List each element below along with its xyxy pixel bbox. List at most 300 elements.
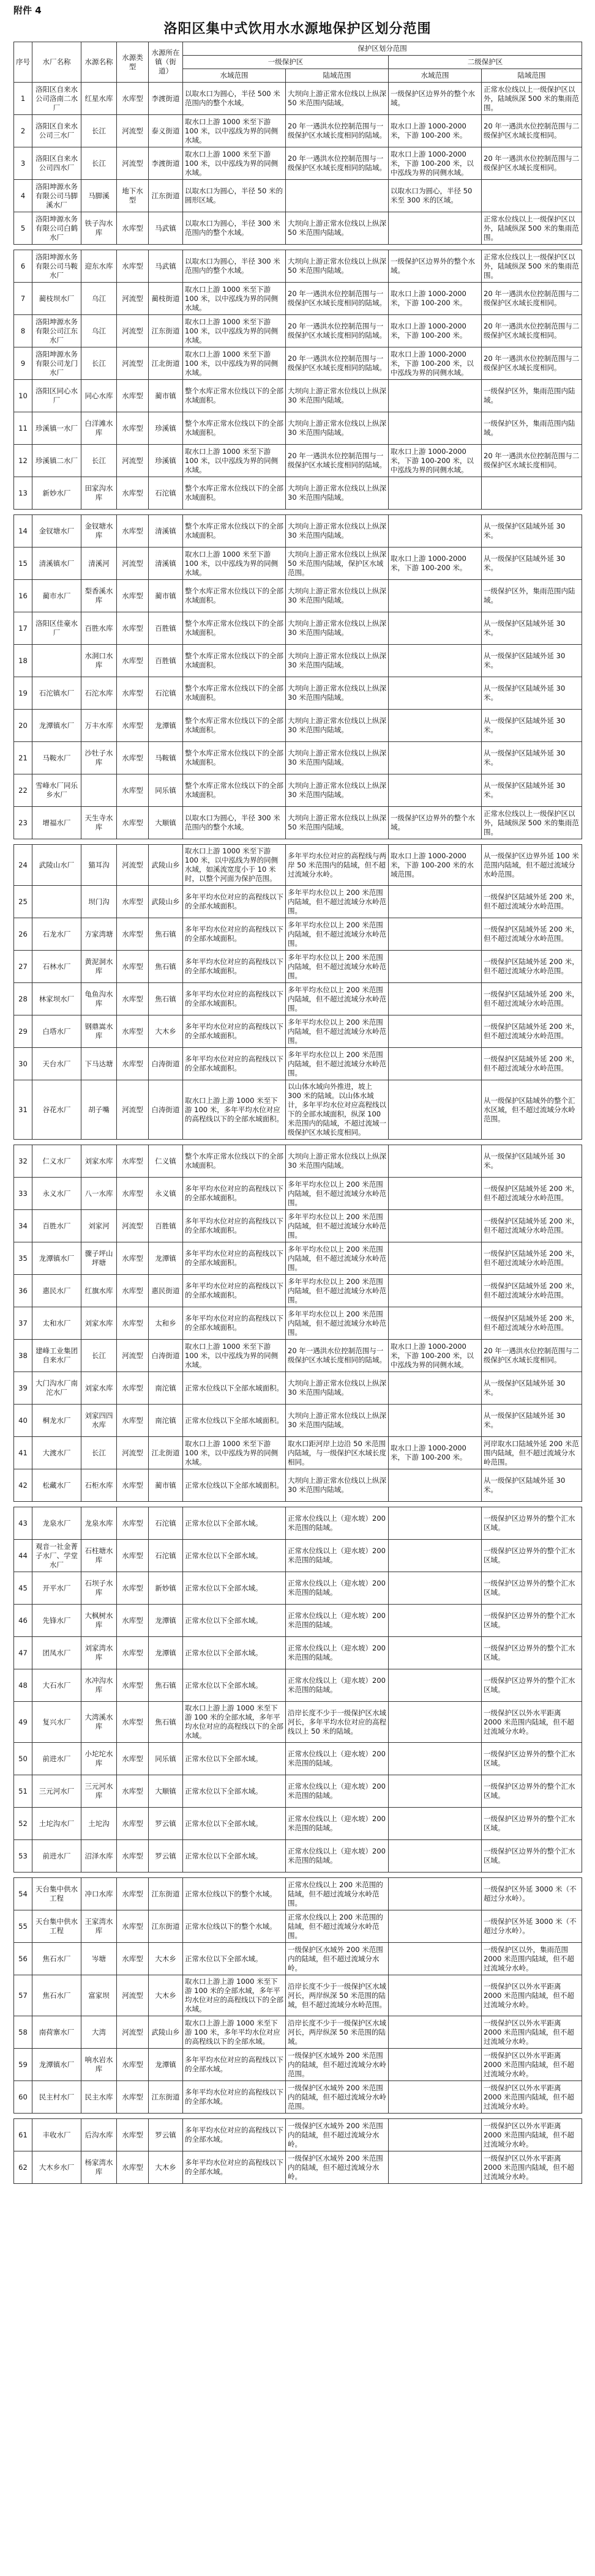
cell-level2-water: 取水口上游 1000-2000 米，下游 100-200 米，以中泓线为界的同侧水域。 [389,445,482,477]
cell-location: 白涛街道 [149,1080,183,1140]
cell-level2-land: 从一级保护区陆域外延 30 米。 [482,515,582,547]
cell-seq: 22 [14,774,32,807]
table-row [14,774,582,807]
cell-level2-water [389,1605,482,1637]
table-row [14,918,582,951]
cell-level2-land: 一级保护区陆域外延 200 米，但不超过流域分水岭范围。 [482,1242,582,1275]
table-row [14,645,582,677]
cell-source-name: 长江 [81,1340,117,1372]
cell-plant: 石龙水厂 [32,918,81,951]
cell-location: 石沱镇 [149,677,183,710]
cell-plant: 洛阳坤源水务有限公司龙门水厂 [32,347,81,380]
cell-source-type: 河流型 [117,115,149,147]
cell-source-type: 河流型 [117,1437,149,1469]
cell-level2-land: 20 年一遇洪水位控制范围与二级保护区水域长度相同。 [482,315,582,347]
table-row [14,1975,582,2016]
cell-source-name: 白洋滩水库 [81,412,117,445]
cell-source-type: 水库型 [117,1405,149,1437]
cell-plant: 增福水厂 [32,807,81,839]
cell-location: 龙潭镇 [149,1605,183,1637]
cell-level1-land: 大坝向上游正常水位线以上纵深 30 米范围内陆域。 [286,1372,389,1405]
cell-level2-water [389,1702,482,1743]
cell-level2-water: 以取水口为圆心，半径 50 米至 300 米的区域。 [389,180,482,212]
cell-level2-land: 20 年一遇洪水位控制范围与二级保护区水域长度相同。 [482,147,582,180]
table-row [14,1943,582,1975]
cell-level2-water [389,1775,482,1808]
cell-level2-water [389,1637,482,1669]
cell-level2-land: 一级保护区陆域外延 200 米，但不超过流域分水岭范围。 [482,983,582,1015]
cell-source-type: 河流型 [117,1080,149,1140]
table-row [14,1405,582,1437]
cell-level2-land: 20 年一遇洪水位控制范围与二级保护区水域长度相同。 [482,445,582,477]
page-title: 洛阳区集中式饮用水水源地保护区划分范围 [163,21,432,37]
cell-level2-water [389,2049,482,2081]
cell-source-name [81,774,117,807]
cell-location: 焦石镇 [149,1702,183,1743]
header-level2-land: 陆域范围 [482,69,582,83]
cell-level2-water [389,1015,482,1048]
cell-source-type: 水库型 [117,1572,149,1605]
cell-level1-water: 取水口上游 1000 米至下游 100 米，以中泓线为界的同侧水域。 [183,1340,286,1372]
cell-level2-land: 从一级保护区陆域外延 30 米。 [482,1469,582,1502]
table-row [14,983,582,1015]
cell-location: 江东街道 [149,2081,183,2114]
cell-level1-water: 多年平均水位对应的高程线以下的全部水域面积。 [183,983,286,1015]
cell-level1-land: 一级保护区水域外 200 米范围内的陆域，但不超过流域分水岭。 [286,2151,389,2184]
cell-seq: 39 [14,1372,32,1405]
cell-source-name: 民主水库 [81,2081,117,2114]
cell-seq: 37 [14,1307,32,1340]
table-row [14,1507,582,1540]
cell-level2-water [389,412,482,445]
table-row [14,1702,582,1743]
cell-source-name: 胡子嘴 [81,1080,117,1140]
cell-source-name: 八一水库 [81,1178,117,1210]
cell-source-type: 水库型 [117,250,149,283]
cell-source-type: 水库型 [117,1669,149,1702]
cell-plant: 洛阳区自来水公司四水厂 [32,147,81,180]
cell-plant: 焦石水厂 [32,1943,81,1975]
cell-plant: 土坨沟水厂 [32,1808,81,1840]
cell-level1-land: 多年平均水位对应的高程线与两岸 50 米范围内的陆域，但不超过流域分水岭。 [286,845,389,886]
cell-location: 蔺市镇 [149,380,183,412]
cell-level2-land: 一级保护区外，集雨范围内陆域。 [482,380,582,412]
table-row [14,1275,582,1307]
cell-level1-water: 多年平均水位对应的高程线以下的全部水域面积。 [183,886,286,918]
cell-location: 龙潭镇 [149,1242,183,1275]
cell-source-name: 刘家水库 [81,1372,117,1405]
cell-source-type: 水库型 [117,886,149,918]
cell-source-name: 富家坝 [81,1975,117,2016]
cell-level1-land: 一级保护区水域外 200 米范围内的陆域，但不超过流域分水岭。 [286,1943,389,1975]
cell-seq: 9 [14,347,32,380]
cell-plant: 洛阳坤源水务有限公司江东水厂 [32,315,81,347]
cell-level1-water: 整个水库正常水位线以下的全部水域面积。 [183,612,286,645]
cell-level2-land: 河岸取水口陆域外延 200 米范围内陆域，但不超过流域分水岭范围。 [482,1437,582,1469]
cell-plant: 雪峰水厂同乐乡水厂 [32,774,81,807]
header-level1-land: 陆域范围 [286,69,389,83]
cell-plant [32,886,81,918]
cell-level1-land: 大坝向上游正常水位线以上纵深 30 米范围内陆域。 [286,515,389,547]
cell-level2-land: 一级保护区边界外的整个汇水区域。 [482,1572,582,1605]
cell-level2-water [389,1178,482,1210]
cell-seq: 6 [14,250,32,283]
cell-seq: 34 [14,1210,32,1242]
cell-level1-water: 正常水位以下全部水域。 [183,1943,286,1975]
cell-source-type: 水库型 [117,1275,149,1307]
cell-level1-water: 整个水库正常水位线以下的全部水域面积。 [183,515,286,547]
cell-level2-land: 一级保护区边界外的整个汇水区域。 [482,1840,582,1873]
cell-level2-land: 从一级保护区陆域外延 30 米。 [482,677,582,710]
cell-source-type: 水库型 [117,2049,149,2081]
cell-seq: 57 [14,1975,32,2016]
cell-source-type: 河流型 [117,283,149,315]
cell-level2-water: 取水口上游 1000-2000 米，下游 100-200 米。 [389,547,482,580]
cell-source-name: 方家湾塘 [81,918,117,951]
cell-plant: 新妙水厂 [32,477,81,510]
cell-level1-land: 20 年一遇洪水位控制范围与一级保护区水域长度相同的陆域。 [286,147,389,180]
cell-seq: 40 [14,1405,32,1437]
cell-location: 江北街道 [149,1437,183,1469]
table-row [14,1808,582,1840]
section-break-cell [14,1140,582,1145]
cell-level2-water [389,1048,482,1080]
cell-level2-land: 正常水位线以上一级保护区以外，陆域纵深 500 米的集雨范围。 [482,83,582,115]
cell-source-type: 水库型 [117,1015,149,1048]
cell-seq: 12 [14,445,32,477]
cell-level1-water: 取水口上游 1000 米至下游 100 米，以中泓线为界的同侧水域。 [183,315,286,347]
table-row [14,115,582,147]
cell-plant: 洛阳区自来水公司洛南二水厂 [32,83,81,115]
cell-source-type: 河流型 [117,445,149,477]
cell-source-type: 水库型 [117,477,149,510]
cell-source-type: 水库型 [117,1307,149,1340]
cell-seq: 45 [14,1572,32,1605]
cell-plant: 珍溪镇二水厂 [32,445,81,477]
cell-level1-water: 以取水口为圆心，半径 500 米范围内的整个水域。 [183,83,286,115]
table-row [14,2081,582,2114]
cell-level1-land: 大坝向上游正常水位线以上纵深 30 米范围内陆域。 [286,645,389,677]
cell-level1-land: 大坝向上游正常水位线以上纵深 30 米范围内陆域。 [286,412,389,445]
table-row [14,1669,582,1702]
cell-plant: 大木乡水厂 [32,2151,81,2184]
cell-seq: 51 [14,1775,32,1808]
cell-source-type: 河流型 [117,1975,149,2016]
cell-location: 焦石镇 [149,918,183,951]
cell-location: 石沱镇 [149,1540,183,1572]
header-protect-range: 保护区划分范围 [183,42,582,56]
cell-plant: 先锋水厂 [32,1605,81,1637]
cell-level2-water: 取水口上游 1000-2000 米，下游 100-200 米，以中泓线为界的同侧水域。 [389,1340,482,1372]
cell-source-type: 水库型 [117,1743,149,1775]
cell-plant: 观音一社金菁子水厂、学堂水厂 [32,1540,81,1572]
cell-source-type: 水库型 [117,580,149,612]
cell-level1-water: 取水口上游 1000 米至下游 100 米，以中泓线为界的同侧水域。 [183,1437,286,1469]
cell-seq: 60 [14,2081,32,2114]
cell-seq: 4 [14,180,32,212]
cell-level1-land: 多年平均水位以上 200 米范围内陆域，但不超过流域分水岭范围。 [286,1275,389,1307]
cell-source-name: 沼泽水库 [81,1840,117,1873]
cell-level1-water: 取水口上游 1000 米至下游 100 米，以中泓线为界的同侧水域。 [183,445,286,477]
cell-seq: 35 [14,1242,32,1275]
table-row [14,445,582,477]
cell-level2-land: 从一级保护区边界外延 100 米范围内陆域，但不超过流域分水岭范围。 [482,845,582,886]
cell-level2-water [389,1210,482,1242]
cell-plant: 大门沟水厂南沱水厂 [32,1372,81,1405]
cell-level2-water: 一级保护区边界外的整个水域。 [389,807,482,839]
cell-level1-land: 大坝向上游正常水位线以上纵深 50 米范围内陆域，保护区水域范围。 [286,547,389,580]
cell-seq: 61 [14,2119,32,2151]
cell-plant: 马鞍水厂 [32,742,81,774]
table-row [14,1910,582,1943]
cell-seq: 38 [14,1340,32,1372]
cell-plant: 建峰工业集团自来水厂 [32,1340,81,1372]
cell-source-type: 水库型 [117,2151,149,2184]
cell-source-name: 刘家湾水库 [81,1637,117,1669]
cell-level1-land: 多年平均水位以上 200 米范围内陆域，但不超过流域分水岭范围。 [286,886,389,918]
table-row [14,742,582,774]
cell-seq: 13 [14,477,32,510]
cell-level1-water: 正常水位以下全部水域。 [183,1808,286,1840]
cell-source-name: 大湾溪水库 [81,1702,117,1743]
cell-source-name: 石柜水库 [81,1469,117,1502]
cell-source-type: 水库型 [117,1507,149,1540]
cell-source-name: 刘家河 [81,1210,117,1242]
cell-level2-water: 取水口上游 1000-2000 米，下游 100-200 米。 [389,315,482,347]
cell-level1-water: 多年平均水位对应的高程线以下的全部水域。 [183,2049,286,2081]
cell-level1-water: 整个水库正常水位线以下的全部水域面积。 [183,477,286,510]
cell-level2-land: 一级保护区陆域外延 200 米，但不超过流域分水岭范围。 [482,1307,582,1340]
cell-level2-land: 一级保护区陆域外延 200 米，但不超过流域分水岭范围。 [482,886,582,918]
cell-source-type: 水库型 [117,1637,149,1669]
cell-seq: 16 [14,580,32,612]
cell-plant: 太和水厂 [32,1307,81,1340]
cell-location: 蔺市镇 [149,580,183,612]
cell-level1-water: 整个水库正常水位线以下的全部水域面积。 [183,774,286,807]
header-source-name: 水源名称 [81,42,117,83]
cell-level1-land: 正常水位线以上（迎水坡）200 米范围的陆域。 [286,1840,389,1873]
cell-level2-land: 从一级保护区陆域外延 30 米。 [482,1145,582,1178]
cell-seq: 36 [14,1275,32,1307]
cell-plant: 天台水厂 [32,1048,81,1080]
cell-location: 龙潭镇 [149,1637,183,1669]
cell-level2-water [389,1080,482,1140]
cell-plant: 天台集中供水工程 [32,1878,81,1910]
cell-location: 白涛街道 [149,1340,183,1372]
cell-plant: 龙潭镇水厂 [32,1242,81,1275]
cell-source-name: 坝门沟 [81,886,117,918]
cell-location: 武陵山乡 [149,886,183,918]
cell-seq: 32 [14,1145,32,1178]
cell-source-type: 水库型 [117,983,149,1015]
cell-plant: 蔺市水厂 [32,580,81,612]
cell-level2-water [389,380,482,412]
cell-location: 武陵山乡 [149,2016,183,2049]
cell-source-name: 响水岩水库 [81,2049,117,2081]
cell-level1-land: 多年平均水位以上 200 米范围内陆域，但不超过流域分水岭范围。 [286,1210,389,1242]
cell-level1-land: 多年平均水位以上 200 米范围内陆域，但不超过流域分水岭范围。 [286,1307,389,1340]
cell-location: 江东街道 [149,1878,183,1910]
cell-seq: 15 [14,547,32,580]
cell-source-type: 水库型 [117,380,149,412]
table-row [14,2151,582,2184]
cell-level1-water: 取水口上游上游 1000 米至下游 100 米的全部水域，多年平均水位对应的高程线以下的全部水域。 [183,1975,286,2016]
cell-source-name: 百胜水库 [81,612,117,645]
cell-plant: 龙潭镇水厂 [32,710,81,742]
cell-level2-land: 一级保护区以外水平距离 2000 米范围内陆域，但不超过流域分水岭。 [482,2049,582,2081]
table-row [14,1540,582,1572]
table-row [14,250,582,283]
table-section-break [14,510,582,515]
table-row [14,2016,582,2049]
cell-source-type: 水库型 [117,1775,149,1808]
cell-level1-land: 取水口距河岸上边沿 50 米范围内陆域，与一级保护区水域长度相同。 [286,1437,389,1469]
cell-source-name: 清溪河 [81,547,117,580]
section-break-cell [14,839,582,845]
cell-level2-water [389,1808,482,1840]
cell-source-name: 红星水库 [81,83,117,115]
cell-location: 李渡街道 [149,147,183,180]
cell-level2-water [389,1540,482,1572]
cell-level1-water: 取水口上游 1000 米至下游 100 米，以中泓线为界的同侧水域。 [183,147,286,180]
cell-level1-water: 正常水位线以下全部水域面积。 [183,1469,286,1502]
cell-seq: 52 [14,1808,32,1840]
cell-location: 新妙镇 [149,1572,183,1605]
cell-level1-water: 多年平均水位对应的高程线以下的全部水域面积。 [183,1307,286,1340]
cell-plant: 桐龙水厂 [32,1405,81,1437]
table-row [14,147,582,180]
table-row [14,315,582,347]
cell-source-name: 骤子坪山坪塘 [81,1242,117,1275]
cell-source-name: 龟鱼沟水库 [81,983,117,1015]
cell-seq: 19 [14,677,32,710]
table-section-break [14,839,582,845]
cell-level2-water [389,1669,482,1702]
table-row [14,1469,582,1502]
cell-source-name: 铁子沟水库 [81,212,117,245]
table-row [14,412,582,445]
cell-level1-land: 20 年一遇洪水位控制范围与一级保护区水域长度相同的陆域。 [286,283,389,315]
cell-level2-water: 取水口上游 1000-2000 米，下游 100-200 米，以中泓线为界的同侧水域。 [389,147,482,180]
cell-level1-water: 多年平均水位对应的高程线以下的全部水域。 [183,2081,286,2114]
cell-plant: 团凤水厂 [32,1637,81,1669]
cell-seq: 56 [14,1943,32,1975]
cell-level1-water: 取水口上游 1000 米至下游 100 米，以中泓线为界的同侧水域。 [183,283,286,315]
cell-seq: 25 [14,886,32,918]
cell-level2-land: 一级保护区边界外的整个汇水区域。 [482,1775,582,1808]
cell-source-name: 马脚溪 [81,180,117,212]
cell-level1-water: 正常水位以下全部水域。 [183,1840,286,1873]
cell-location: 江北街道 [149,347,183,380]
cell-source-name: 石沱水库 [81,677,117,710]
cell-level1-land: 正常水位线以上（迎水坡）200 米范围的陆域。 [286,1572,389,1605]
cell-location: 李渡街道 [149,83,183,115]
cell-level1-water: 正常水位线以下全部水域面积。 [183,1405,286,1437]
cell-level1-land: 多年平均水位以上 200 米范围内陆域，但不超过流域分水岭范围。 [286,1178,389,1210]
table-row [14,951,582,983]
cell-plant: 南荷寨水厂 [32,2016,81,2049]
cell-level1-land: 20 年一遇洪水位控制范围与一级保护区水域长度相同的陆域。 [286,445,389,477]
cell-source-name: 红旗水库 [81,1275,117,1307]
table-row [14,1878,582,1910]
cell-level2-land: 一级保护区以外水平距离 2000 米范围内陆域，但不超过流域分水岭。 [482,2016,582,2049]
cell-level1-land: 20 年一遇洪水位控制范围与一级保护区水域长度相同的陆域。 [286,1340,389,1372]
cell-level1-land: 多年平均水位以上 200 米范围内陆域，但不超过流域分水岭范围。 [286,1242,389,1275]
cell-level1-water: 正常水位以下全部水域。 [183,1743,286,1775]
cell-level1-land: 正常水位线以上 200 米范围的陆域，但不超过流域分水岭范围。 [286,1910,389,1943]
cell-level2-land: 一级保护区外，集雨范围内陆域。 [482,580,582,612]
table-section-break [14,1140,582,1145]
cell-source-name: 刘家四四水库 [81,1405,117,1437]
cell-source-name: 长江 [81,1437,117,1469]
table-row [14,1340,582,1372]
cell-level2-land: 一级保护区外延 3000 米（不超过分水岭）。 [482,1910,582,1943]
cell-location: 南沱镇 [149,1405,183,1437]
cell-level2-water [389,2081,482,2114]
table-row [14,612,582,645]
cell-plant: 蔺枝坝水厂 [32,283,81,315]
cell-level1-water: 多年平均水位对应的高程线以下的全部水域面积。 [183,1048,286,1080]
cell-location: 清溪镇 [149,515,183,547]
cell-level1-water: 取水口上游上游 1000 米至下游 100 米，多年平均水位对应的高程线以下的全部水域。 [183,2016,286,2049]
cell-level1-water: 多年平均水位对应的高程线以下的全部水域。 [183,2119,286,2151]
table-row [14,1372,582,1405]
table-row [14,1178,582,1210]
cell-seq: 5 [14,212,32,245]
cell-seq: 58 [14,2016,32,2049]
cell-plant: 洛阳坤源水务有限公司马脚溪水厂 [32,180,81,212]
cell-source-type: 水库型 [117,1145,149,1178]
cell-source-type: 水库型 [117,515,149,547]
cell-level1-land: 多年平均水位以上 200 米范围内陆域，但不超过流域分水岭范围。 [286,918,389,951]
cell-level2-water [389,2151,482,2184]
cell-level2-land [482,180,582,212]
cell-level2-land: 从一级保护区陆域外延 30 米。 [482,710,582,742]
cell-level1-land: 多年平均水位以上 200 米范围内陆域，但不超过流域分水岭范围。 [286,1015,389,1048]
cell-plant [32,645,81,677]
cell-level2-water: 取水口上游 1000-2000 米，下游 100-200 米。 [389,283,482,315]
cell-source-name: 小坨坨水库 [81,1743,117,1775]
header-source-type: 水源类型 [117,42,149,83]
table-row [14,1605,582,1637]
cell-source-name: 大湾 [81,2016,117,2049]
cell-plant: 丰收水厂 [32,2119,81,2151]
cell-level1-land: 大坝向上游正常水位线以上纵深 30 米范围内陆域。 [286,380,389,412]
cell-seq: 33 [14,1178,32,1210]
cell-level2-land: 从一级保护区陆域外延 30 米。 [482,1405,582,1437]
cell-level1-water: 以取水口为圆心，半径 300 米范围内的整个水域。 [183,807,286,839]
cell-level1-water: 多年平均水位对应的高程线以下的全部水域面积。 [183,951,286,983]
cell-plant: 洛阳坤源水务有限公司马鞍水厂 [32,250,81,283]
cell-level1-water: 整个水库正常水位线以下的全部水域面积。 [183,645,286,677]
cell-seq: 8 [14,315,32,347]
cell-level1-land: 正常水位线以上（迎水坡）200 米范围的陆域。 [286,1775,389,1808]
table-row [14,1015,582,1048]
cell-location: 百胜镇 [149,645,183,677]
table-row [14,1637,582,1669]
cell-level1-water: 正常水位线以下全部水域面积。 [183,1372,286,1405]
cell-level1-water: 正常水位以下全部水域。 [183,1605,286,1637]
cell-level1-water: 整个水库正常水位线以下的全部水域面积。 [183,710,286,742]
cell-seq: 49 [14,1702,32,1743]
cell-level2-land: 一级保护区陆域外延 200 米，但不超过流域分水岭范围。 [482,1015,582,1048]
cell-level1-water: 整个水库正常水位线以下的全部水域面积。 [183,412,286,445]
cell-source-type: 水库型 [117,83,149,115]
header-level2: 二级保护区 [389,56,582,69]
cell-location: 永义镇 [149,1178,183,1210]
cell-level2-water [389,1878,482,1910]
cell-location: 蔺市镇 [149,1469,183,1502]
